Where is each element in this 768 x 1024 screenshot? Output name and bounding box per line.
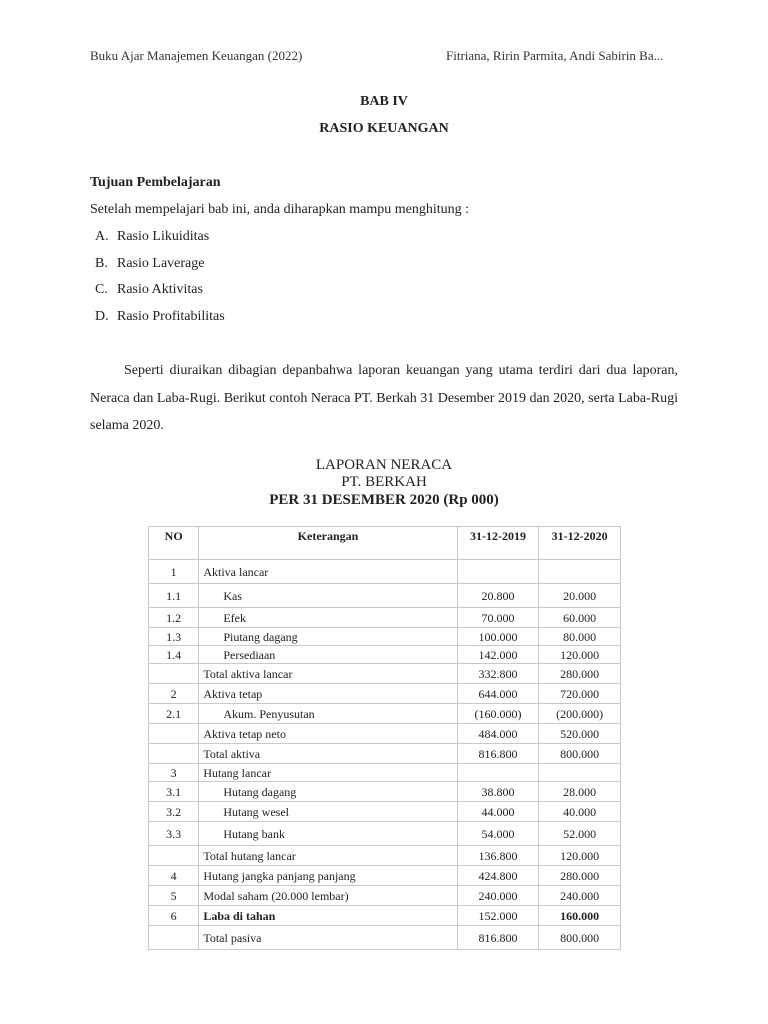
objective-letter: C.: [95, 282, 108, 297]
row-value-2020: 240.000: [539, 886, 621, 906]
intro-paragraph: Seperti diuraikan dibagian depanbahwa laporan keuangan yang utama terdiri dari dua laporan, Neraca dan Laba-Rugi. Berikut contoh Neraca PT. Berkah 31 Desember 2019 dan 2020, serta Laba-Rugi selama 2020.: [90, 363, 678, 433]
table-row: [149, 628, 621, 646]
running-header-right: Fitriana, Ririn Parmita, Andi Sabirin Ba...: [446, 48, 664, 63]
row-value-2019: 816.800: [457, 926, 539, 950]
row-value-2019: 142.000: [457, 646, 539, 664]
objective-letter: B.: [95, 255, 108, 271]
objectives-intro: Setelah mempelajari bab ini, anda diharapkan mampu menghitung :: [90, 202, 470, 217]
row-value-2020: 40.000: [539, 802, 621, 822]
row-value-2020: 720.000: [539, 684, 621, 704]
row-value-2019: 38.800: [457, 782, 539, 802]
table-row: [149, 684, 621, 704]
row-value-2020: 20.000: [539, 584, 621, 608]
table-row: [149, 886, 621, 906]
table-row: [149, 704, 621, 724]
row-value-2019: (160.000): [457, 704, 539, 724]
row-no: [149, 664, 199, 684]
objective-letter: A.: [95, 229, 109, 244]
row-no: 2.1: [149, 704, 199, 724]
row-keterangan: Hutang jangka panjang panjang: [199, 866, 457, 886]
objectives-heading: Tujuan Pembelajaran: [90, 175, 221, 190]
row-no: 3: [149, 764, 199, 782]
row-value-2019: 152.000: [457, 906, 539, 926]
row-value-2020: 52.000: [539, 822, 621, 846]
row-keterangan: Aktiva tetap neto: [199, 724, 457, 744]
objective-text: Rasio Profitabilitas: [117, 308, 225, 324]
report-company: PT. BERKAH: [341, 474, 427, 490]
row-no: 1.3: [149, 628, 199, 646]
table-row: [149, 926, 621, 950]
row-keterangan: Total pasiva: [199, 926, 457, 950]
row-value-2020: 800.000: [539, 744, 621, 764]
row-value-2019: 816.800: [457, 744, 539, 764]
row-keterangan: Laba di tahan: [199, 906, 457, 926]
row-keterangan: Modal saham (20.000 lembar): [199, 886, 457, 906]
row-no: [149, 744, 199, 764]
table-row: [149, 802, 621, 822]
row-keterangan: Piutang dagang: [199, 628, 457, 646]
row-value-2019: 484.000: [457, 724, 539, 744]
row-no: 2: [149, 684, 199, 704]
col-header-no: NO: [149, 527, 199, 560]
row-value-2020: 280.000: [539, 866, 621, 886]
objective-item: [95, 308, 225, 335]
row-no: 5: [149, 886, 199, 906]
table-row: [149, 584, 621, 608]
table-row: [149, 906, 621, 926]
row-value-2020: 80.000: [539, 628, 621, 646]
row-keterangan: Hutang bank: [199, 822, 457, 846]
row-value-2019: 644.000: [457, 684, 539, 704]
row-value-2019: 136.800: [457, 846, 539, 866]
chapter-number: BAB IV: [360, 94, 408, 109]
row-value-2019: 240.000: [457, 886, 539, 906]
row-keterangan: Total aktiva lancar: [199, 664, 457, 684]
table-row: [149, 560, 621, 584]
row-value-2019: 332.800: [457, 664, 539, 684]
table-header-row: [149, 527, 621, 560]
objectives-list: [95, 228, 225, 334]
row-value-2020: 120.000: [539, 846, 621, 866]
col-header-2020: 31-12-2020: [539, 527, 621, 560]
row-no: [149, 724, 199, 744]
row-value-2020: [539, 560, 621, 584]
row-no: [149, 926, 199, 950]
chapter-title: RASIO KEUANGAN: [319, 121, 449, 136]
row-value-2020: (200.000): [539, 704, 621, 724]
row-no: 4: [149, 866, 199, 886]
row-keterangan: Aktiva lancar: [199, 560, 457, 584]
row-no: 3.3: [149, 822, 199, 846]
objective-item: [95, 281, 225, 308]
row-keterangan: Kas: [199, 584, 457, 608]
objective-item: [95, 255, 225, 282]
running-header-left: Buku Ajar Manajemen Keuangan (2022): [90, 48, 303, 63]
row-value-2019: 70.000: [457, 608, 539, 628]
row-value-2020: [539, 764, 621, 782]
row-value-2020: 28.000: [539, 782, 621, 802]
row-value-2019: 100.000: [457, 628, 539, 646]
objective-text: Rasio Likuiditas: [117, 229, 210, 244]
row-keterangan: Akum. Penyusutan: [199, 704, 457, 724]
table-row: [149, 764, 621, 782]
table-row: [149, 782, 621, 802]
row-no: 3.2: [149, 802, 199, 822]
row-keterangan: Total hutang lancar: [199, 846, 457, 866]
table-row: [149, 724, 621, 744]
col-header-2019: 31-12-2019: [457, 527, 539, 560]
objective-text: Rasio Laverage: [117, 255, 205, 271]
table-row: [149, 822, 621, 846]
table-row: [149, 608, 621, 628]
objective-letter: D.: [95, 308, 109, 324]
row-value-2019: 54.000: [457, 822, 539, 846]
col-header-keterangan: Keterangan: [199, 527, 457, 560]
row-value-2020: 520.000: [539, 724, 621, 744]
report-title: LAPORAN NERACA: [315, 457, 453, 473]
row-value-2019: 44.000: [457, 802, 539, 822]
row-value-2019: [457, 764, 539, 782]
table-row: [149, 664, 621, 684]
table-row: [149, 866, 621, 886]
row-keterangan: Total aktiva: [199, 744, 457, 764]
row-value-2019: [457, 560, 539, 584]
row-keterangan: Hutang wesel: [199, 802, 457, 822]
row-keterangan: Aktiva tetap: [199, 684, 457, 704]
row-no: 1.4: [149, 646, 199, 664]
row-value-2020: 280.000: [539, 664, 621, 684]
row-no: 1: [149, 560, 199, 584]
balance-sheet-table: [148, 526, 621, 950]
table-row: [149, 646, 621, 664]
row-no: 6: [149, 906, 199, 926]
table-row: [149, 744, 621, 764]
table-row: [149, 846, 621, 866]
row-value-2020: 120.000: [539, 646, 621, 664]
row-value-2019: 424.800: [457, 866, 539, 886]
row-value-2020: 60.000: [539, 608, 621, 628]
row-keterangan: Hutang lancar: [199, 764, 457, 782]
objective-text: Rasio Aktivitas: [117, 282, 203, 297]
row-value-2020: 160.000: [539, 906, 621, 926]
row-no: 3.1: [149, 782, 199, 802]
objective-item: [95, 228, 225, 255]
row-keterangan: Efek: [199, 608, 457, 628]
row-value-2019: 20.800: [457, 584, 539, 608]
row-keterangan: Persediaan: [199, 646, 457, 664]
row-keterangan: Hutang dagang: [199, 782, 457, 802]
row-no: 1.2: [149, 608, 199, 628]
report-period: PER 31 DESEMBER 2020 (Rp 000): [269, 492, 499, 508]
row-no: [149, 846, 199, 866]
row-value-2020: 800.000: [539, 926, 621, 950]
row-no: 1.1: [149, 584, 199, 608]
